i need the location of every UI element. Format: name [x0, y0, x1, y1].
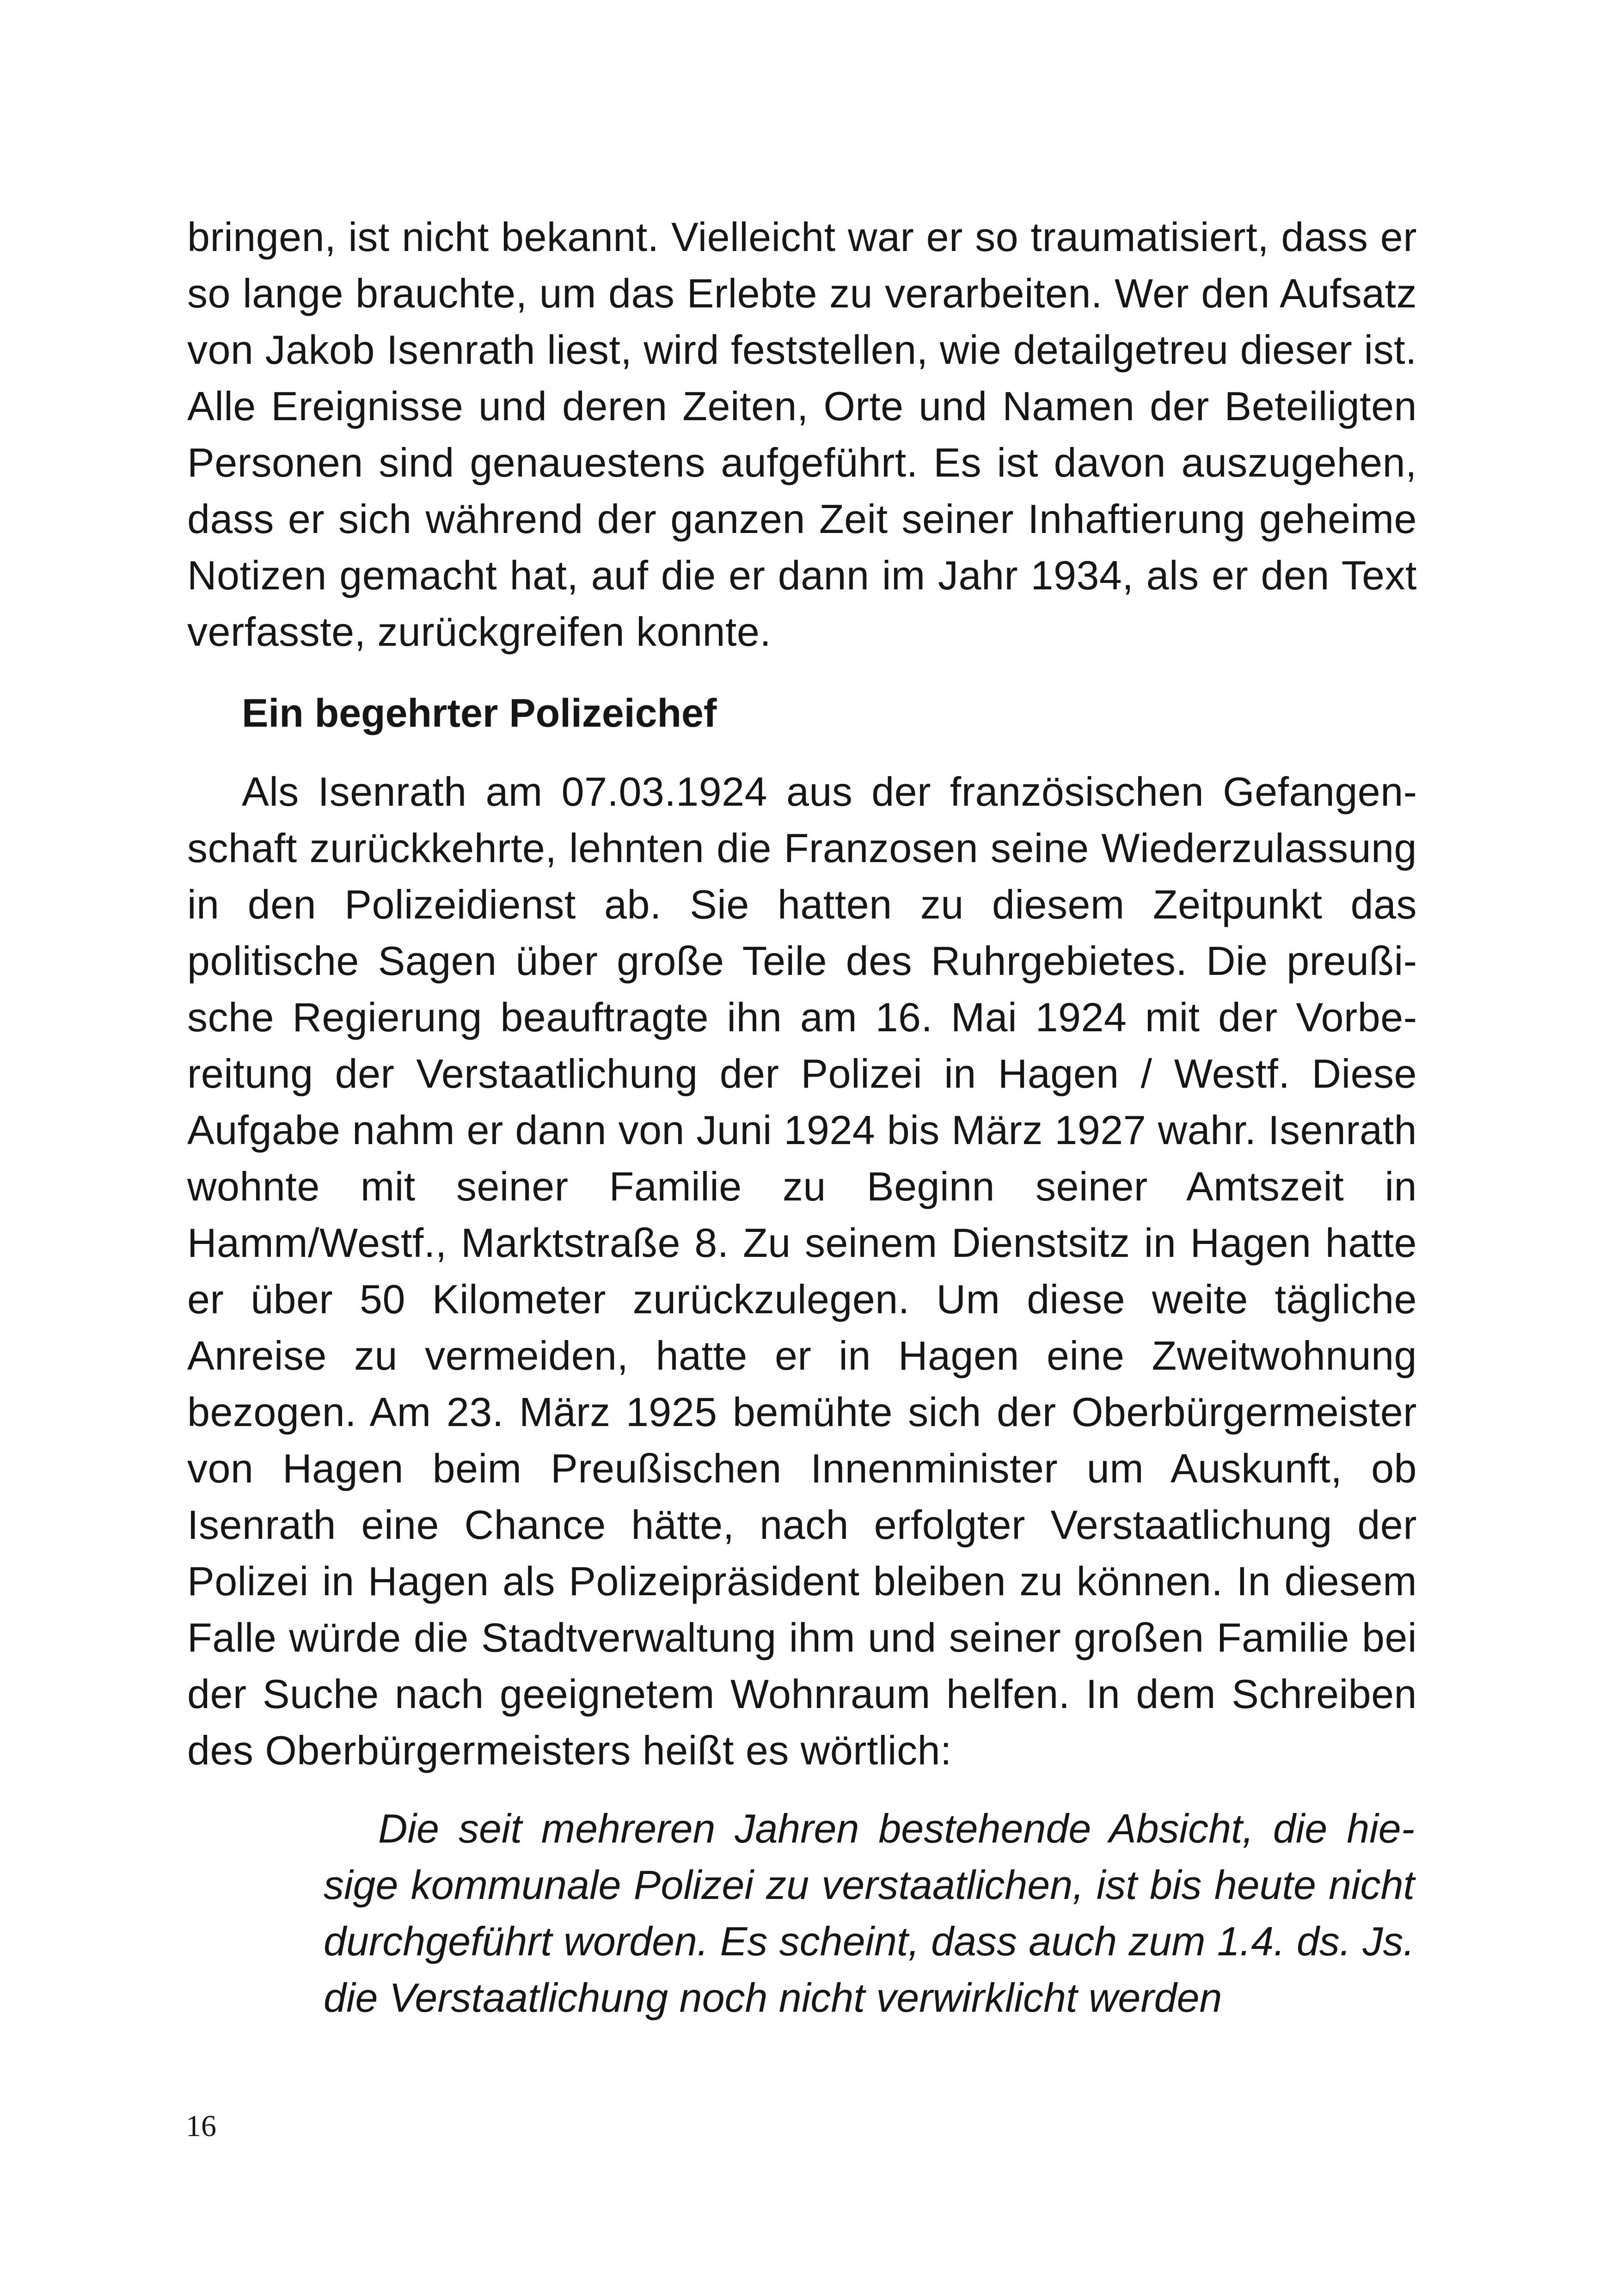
body-paragraph-2 — [187, 764, 1417, 1779]
page-number: 16 — [186, 2109, 216, 2143]
paragraph-text: Als Isenrath am 07.03.1924 aus der französischen Gefangenschaft zurückkehrte, lehnten die Franzosen seine Wiederzulassung in den Polizeidienst ab. Sie hatten zu diesem Zeitpunkt das politische Sagen über große Teile des Ruhrgebietes. Die preußische Regierung beauftragte ihn am 16. Mai 1924 mit der Vorbereitung der Verstaatlichung der Polizei in Hagen / Westf. Diese Aufgabe nahm er dann von Juni 1924 bis März 1927 wahr. Isenrath wohnte mit seiner Familie zu Beginn seiner Amtszeit in Hamm/Westf., Marktstraße 8. Zu seinem Dienstsitz in Hagen hatte er über 50 Kilometer zurückzulegen. Um diese weite tägliche Anreise zu vermeiden, hatte er in Hagen eine Zweitwohnung bezogen. Am 23. März 1925 bemühte sich der Oberbürgermeister von Hagen beim Preußischen Innenminister um Auskunft, ob Isenrath eine Chance hätte, nach erfolgter Verstaatlichung der Polizei in Hagen als Polizeipräsident bleiben zu können. In diesem Falle würde die Stadtverwaltung ihm und seiner großen Familie bei der Suche nach geeignetem Wohnraum helfen. In dem Schreiben des Oberbürgermeisters heißt es wörtlich: — [187, 769, 1417, 1773]
body-paragraph-1 — [187, 209, 1417, 660]
section-heading: Ein begehrter Polizeichef — [242, 691, 717, 735]
paragraph-text: bringen, ist nicht bekannt. Vielleicht war er so traumatisiert, dass er so lange brauchte, um das Erlebte zu verarbeiten. Wer den Aufsatz von Jakob Isenrath liest, wird feststellen, wie detailgetreu dieser ist. Alle Ereignisse und deren Zeiten, Orte und Namen der Beteiligten Personen sind genauestens aufgeführt. Es ist davon auszugehen, dass er sich während der ganzen Zeit seiner Inhaftierung geheime Notizen gemacht hat, auf die er dann im Jahr 1934, als er den Text verfasste, zurückgreifen konnte. — [187, 214, 1417, 655]
block-quote: Die seit mehreren Jahren bestehende Absicht, die hiesige kommunale Polizei zu verstaatlichen, ist bis heute nicht durchgeführt worden. Es scheint, dass auch zum 1.4. ds. Js. die Verstaatlichung noch nicht verwirklicht werden — [324, 1806, 1415, 2020]
